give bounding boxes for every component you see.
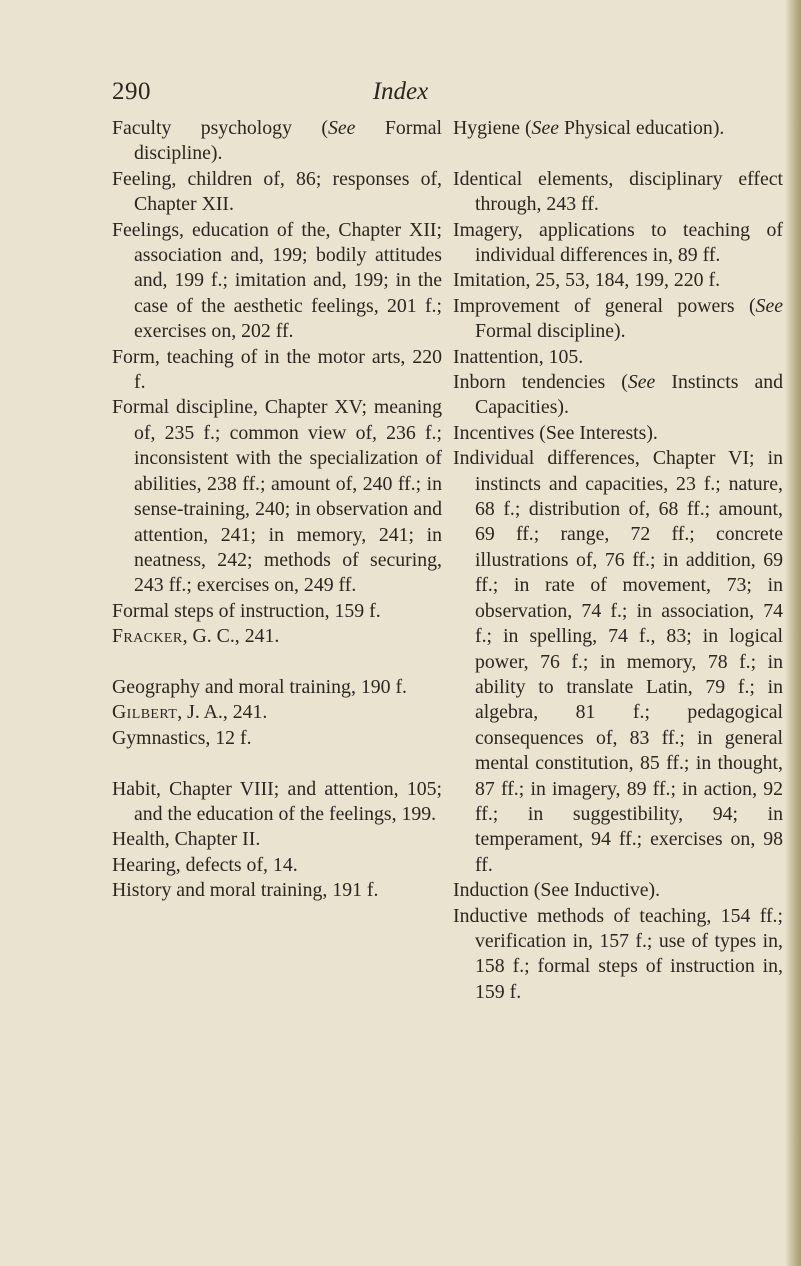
index-entry: Faculty psychology (See Formal discipline). — [112, 117, 442, 165]
index-entry: Geography and moral training, 190 f. — [112, 675, 407, 698]
index-entry: Hearing, defects of, 14. — [112, 853, 298, 876]
index-entry: Gilbert, J. A., 241. — [112, 701, 268, 724]
index-entry: Imagery, applications to teaching of individual differences in, 89 ff. — [453, 218, 783, 267]
index-entry: Improvement of general powers (See Formal discipline). — [453, 294, 783, 343]
index-entry: Feelings, education of the, Chapter XII; association and, 199; bodily attitudes and, 199 f.; imitation and, 199; in the case of the aesthetic feelings, 201 f.; exercises on, 202 ff. — [112, 218, 442, 343]
left-index-column — [112, 116, 442, 904]
index-entry: Health, Chapter II. — [112, 828, 261, 851]
running-head: Index — [372, 78, 429, 105]
page-number: 290 — [112, 78, 151, 105]
index-entry: Formal discipline, Chapter XV; meaning of, 235 f.; common view of, 236 f.; inconsistent with the specialization of abilities, 238 ff.; amount of, 240 ff.; in sense-training, 240; in observation and attention, 241; in memory, 241; in neatness, 242; methods of securing, 243 ff.; exercises on, 249 ff. — [112, 396, 442, 597]
index-entry: Induction (See Inductive). — [453, 879, 661, 902]
index-entry: History and moral training, 191 f. — [112, 879, 379, 902]
index-entry: Form, teaching of in the motor arts, 220 f. — [112, 345, 442, 394]
index-entry: Feeling, children of, 86; responses of, Chapter XII. — [112, 167, 442, 216]
index-entry: Inductive methods of teaching, 154 ff.; verification in, 157 f.; use of types in, 158 f.; formal steps of instruction in, 159 f. — [453, 904, 783, 1003]
index-entry: Fracker, G. C., 241. — [112, 625, 280, 648]
index-entry: Incentives (See Interests). — [453, 421, 658, 444]
index-entry: Habit, Chapter VIII; and attention, 105; and the education of the feelings, 199. — [112, 777, 442, 825]
index-entry: Identical elements, disciplinary effect through, 243 ff. — [453, 167, 783, 216]
index-entry: Formal steps of instruction, 159 f. — [112, 599, 381, 622]
index-entry: Hygiene (See Physical education). — [453, 117, 725, 139]
index-entry: Inattention, 105. — [453, 345, 584, 368]
page-edge-shadow — [785, 0, 801, 1266]
index-entry: Gymnastics, 12 f. — [112, 726, 252, 749]
index-entry: Individual differences, Chapter VI; in instincts and capacities, 23 f.; nature, 68 f.; distribution of, 68 ff.; amount, 69 ff.; range, 72 ff.; concrete illustrations of, 76 ff.; in addition, 69 ff.; in rate of movement, 73; in observation, 74 f.; in association, 74 f.; in spelling, 74 f., 83; in logical power, 76 f.; in memory, 78 f.; in ability to translate Latin, 79 f.; in algebra, 81 f.; pedagogical consequences of, 83 ff.; in general mental constitution, 85 ff.; in thought, 87 ff.; in imagery, 89 ff.; in action, 92 ff.; in suggestibility, 94; in temperament, 94 ff.; exercises on, 98 ff. — [453, 447, 783, 876]
index-entry: Imitation, 25, 53, 184, 199, 220 f. — [453, 269, 721, 292]
index-entry: Inborn tendencies (See Instincts and Capacities). — [453, 371, 784, 419]
right-index-column — [453, 116, 783, 1005]
